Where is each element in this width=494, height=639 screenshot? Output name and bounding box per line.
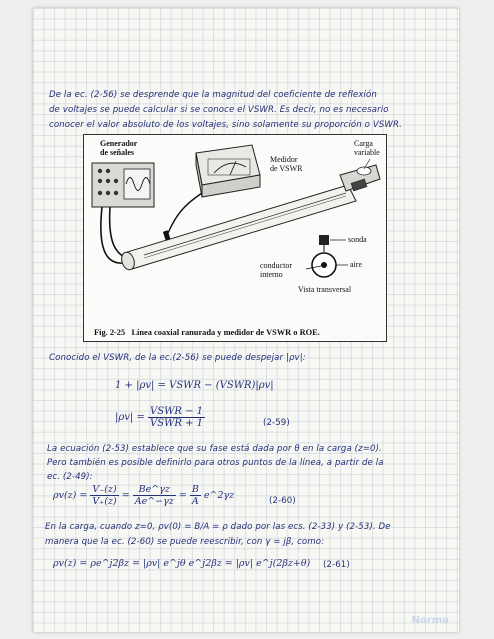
paragraph-2-line-1: Conocido el VSWR, de la ec.(2-56) se puede despejar |ρv|: xyxy=(49,353,306,363)
eq-2-60-lhs: ρv(z) = xyxy=(53,490,88,501)
eq-2-60-fraction-3 xyxy=(190,484,201,507)
variable-load-icon xyxy=(340,165,380,191)
eq-2-60-f3-den: A xyxy=(191,496,199,507)
eq-2-60-exponential: e^2γz xyxy=(203,490,235,501)
label-signal-generator: Generador de señales xyxy=(100,139,138,157)
equation-2-60 xyxy=(53,484,234,507)
eq-2-60-equals-1: = xyxy=(121,490,130,501)
eq-2-60-f1-num: V₋(z) xyxy=(92,484,117,495)
vswr-meter-icon xyxy=(196,145,260,197)
equation-tag-2-61: (2-61) xyxy=(323,560,350,570)
equation-2-61: ρv(z) = ρe^j2βz = |ρv| e^jθ e^j2βz = |ρv| e^j(2βz+θ) xyxy=(53,558,311,569)
figure-drawing xyxy=(84,135,386,341)
label-inner-conductor: conductor interno xyxy=(260,261,292,279)
eq-2-60-f2-den: Ae^−γz xyxy=(134,496,174,507)
paragraph-1-line-2: de voltajes se puede calcular si se conoce el VSWR. Es decir, no es necesario xyxy=(49,105,389,115)
eq-2-59-numerator: VSWR − 1 xyxy=(150,406,203,417)
figure-slotted-coaxial-line xyxy=(83,134,387,342)
equation-2-59 xyxy=(115,406,205,429)
eq-2-60-f2-num: Be^γz xyxy=(133,484,176,496)
eq-2-60-equals-2: = xyxy=(178,490,187,501)
eq-2-60-f3-num: B xyxy=(191,484,199,495)
eq-2-59-fraction xyxy=(148,406,205,429)
eq-2-59-lhs: |ρv| = xyxy=(115,412,145,423)
label-probe: sonda xyxy=(348,235,367,244)
equation-vswr-relation: 1 + |ρv| = VSWR − (VSWR)|ρv| xyxy=(115,380,274,391)
label-cross-section: Vista transversal xyxy=(298,285,352,294)
eq-2-60-f1-den: V₊(z) xyxy=(92,496,117,507)
notebook-brand-logo: Norma xyxy=(411,615,449,626)
equation-tag-2-59: (2-59) xyxy=(263,418,290,428)
notebook-page xyxy=(33,8,459,632)
paragraph-4-line-1: En la carga, cuando z=0, ρv(0) = B/A = ρ dado por las ecs. (2-33) y (2-53). De xyxy=(45,522,391,532)
label-vswr-meter: Medidor de VSWR xyxy=(270,155,303,173)
paragraph-4-line-2: manera que la ec. (2-60) se puede reescribir, con γ = jβ, como: xyxy=(45,537,325,547)
eq-2-60-fraction-1 xyxy=(90,484,118,507)
figure-number: Fig. 2-25 xyxy=(94,328,126,337)
figure-caption xyxy=(94,328,320,337)
eq-2-59-denominator: VSWR + 1 xyxy=(150,418,203,429)
paragraph-3-line-3: ec. (2-49): xyxy=(47,472,93,482)
paragraph-3-line-2: Pero también es posible definirlo para otros puntos de la línea, a partir de la xyxy=(47,458,384,468)
equation-tag-2-60: (2-60) xyxy=(269,496,296,506)
label-variable-load: Carga variable xyxy=(354,139,380,157)
figure-caption-text: Línea coaxial ranurada y medidor de VSWR o ROE. xyxy=(131,328,320,337)
eq-2-60-fraction-2 xyxy=(133,484,176,507)
paragraph-1-line-3: conocer el valor absoluto de los voltajes, sino solamente su proporción o VSWR. xyxy=(49,120,402,130)
paragraph-1-line-1: De la ec. (2-56) se desprende que la magnitud del coeficiente de reflexión xyxy=(49,90,377,100)
label-air: aire xyxy=(350,260,362,269)
signal-generator-icon xyxy=(92,163,154,207)
cross-section-view-icon xyxy=(306,235,348,277)
paragraph-3-line-1: La ecuación (2-53) establece que su fase está dada por θ en la carga (z=0). xyxy=(47,444,382,454)
